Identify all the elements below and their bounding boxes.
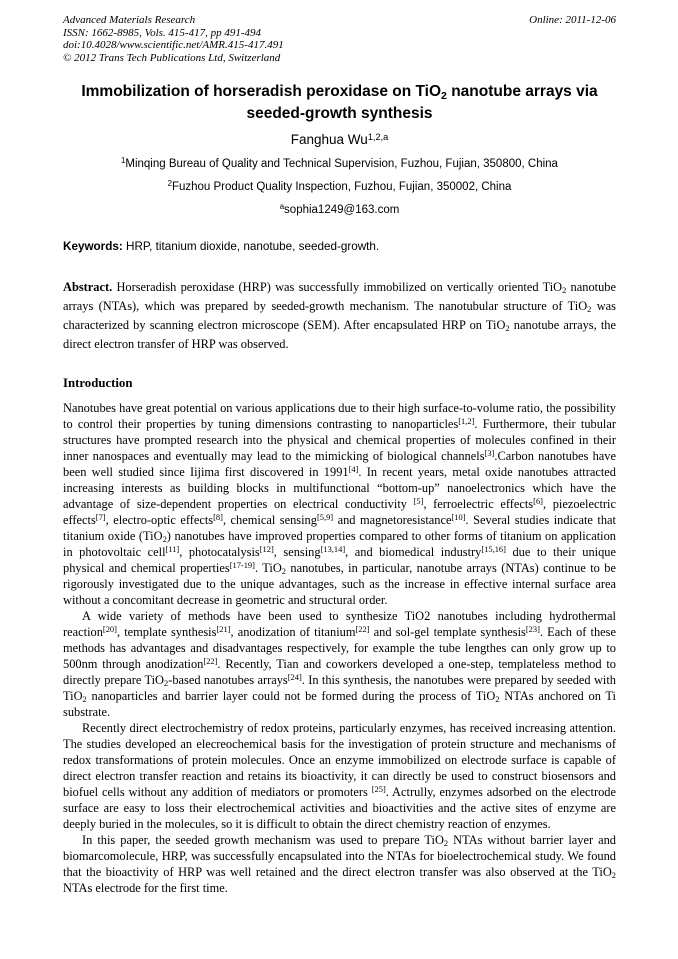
journal-header bbox=[63, 14, 616, 64]
journal-name: Advanced Materials Research bbox=[63, 14, 196, 26]
paper-title: Immobilization of horseradish peroxidase on TiO$_2$ nanotube arrays via seeded-growth synthesis bbox=[81, 83, 598, 122]
intro-paragraph-2: A wide variety of methods have been used to synthesize TiO2 nanotubes including hydrothermal reaction[20], template synthesis[21], anodization of titanium[22] and sol-gel template synthesis[23]. Each of these methods has advantages and disadvantages respectively, for example the tube lengthes can only grow up to 500nm through anodization[22]. Recently, Tian and coworkers developed a one-step, templateless method to directly prepare TiO$_2$-based nanotubes arrays[24]. In this synthesis, the nanotubes were prepared by seeded with TiO$_2$ nanoparticles and barrier layer could not be formed during the process of TiO$_2$ NTAs anchored on Ti substrate. bbox=[63, 609, 617, 719]
keywords-line: Keywords: HRP, titanium dioxide, nanotube, seeded-growth. bbox=[63, 240, 380, 253]
author-email: $^a$sophia1249@163.com bbox=[279, 202, 400, 216]
affiliation-1: $^1$Minqing Bureau of Quality and Technical Supervision, Fuzhou, Fujian, 350800, China bbox=[121, 156, 558, 170]
intro-paragraph-3: Recently direct electrochemistry of redox proteins, particularly enzymes, has received increasing attention. The studies developed an elecreochemical basis for the investigation of protein structure and mechanisms of redox transformations of protein molecules. Once an enzyme immobilized on electrode surface is capable of direct electron transfer reaction and retains its bioactivity, it can directly be used to construct biosensors and biofuel cells without any addition of mediators or promoters [25]. Actrully, enzymes adsorbed on the electrode surface are easy to loss their electrochemical activities and bioactivities and the active sites of enzyme are deeply buried in the molecules, so it is difficult to obtain the direct chemistry reaction of enzymes. bbox=[63, 721, 616, 831]
doi-line: doi:10.4028/www.scientific.net/AMR.415-417.491 bbox=[63, 39, 284, 51]
issn-volume-pages-line: ISSN: 1662-8985, Vols. 415-417, pp 491-494 bbox=[63, 26, 261, 39]
affiliation-2: $^2$Fuzhou Product Quality Inspection, Fuzhou, Fujian, 350002, China bbox=[167, 179, 512, 193]
journal-header-left bbox=[63, 14, 284, 64]
author-name: Fanghua Wu$^{1,2,a}$ bbox=[290, 131, 389, 147]
copyright-line: © 2012 Trans Tech Publications Ltd, Switzerland bbox=[63, 51, 281, 64]
online-date: Online: 2011-12-06 bbox=[529, 14, 616, 26]
intro-paragraph-1: Nanotubes have great potential on various applications due to their high surface-to-volume ratio, the possibility to control their properties by tuning dimensions contrasting to nanoparticles[1,2]. Furthermore, their tubular structures have prompted research into the physical and chemical properties of molecules confined in their inner nanospaces and eventually may lead to the mimicking of biological channels[3].Carbon nanotubes have been well studied since Iijima first discovered in 1991[4]. In recent years, metal oxide nanotubes attracted increasing interests as building blocks in multifunctional “bottom-up” nanoelectronics which have the advantage of size-dependent properties on electrical conductivity [5], ferroelectric effects[6], piezoelectric effects[7], electro-optic effects[8], chemical sensing[5,9] and magnetoresistance[10]. Several studies indicate that titanium oxide (TiO$_2$) nanotubes have improved properties compared to other forms of titanium on application in photovoltaic cell[11], photocatalysis[12], sensing[13,14], and biomedical industry[15,16] due to their unique physical and chemical properties[17-19]. TiO$_2$ nanotubes, in particular, nanotube arrays (NTAs) continue to be rigorously investigated due to the unique advantages, such as the increase in effective internal surface area without a concomitant decrease in geometric and structural order. bbox=[63, 401, 617, 607]
introduction-body bbox=[63, 400, 616, 896]
section-heading-introduction: Introduction bbox=[63, 376, 133, 390]
intro-paragraph-4: In this paper, the seeded growth mechanism was used to prepare TiO$_2$ NTAs without barrier layer and biomarcomolecule, HRP, was successfully encapsulated into the NTAs for bioelectrochemical study. We found that the bioactivity of HRP was well retained and the direct electron transfer was also observed at the TiO$_2$ NTAs electrode for the first time. bbox=[63, 833, 616, 895]
abstract-paragraph: Abstract. Horseradish peroxidase (HRP) was successfully immobilized on vertically oriented TiO$_2$ nanotube arrays (NTAs), which was prepared by seeded-growth mechanism. The nanotubular structure of TiO$_2$ was characterized by scanning electron microscope (SEM). After encapsulated HRP on TiO$_2$ nanotube arrays, the direct electron transfer of HRP was observed. bbox=[63, 280, 617, 351]
